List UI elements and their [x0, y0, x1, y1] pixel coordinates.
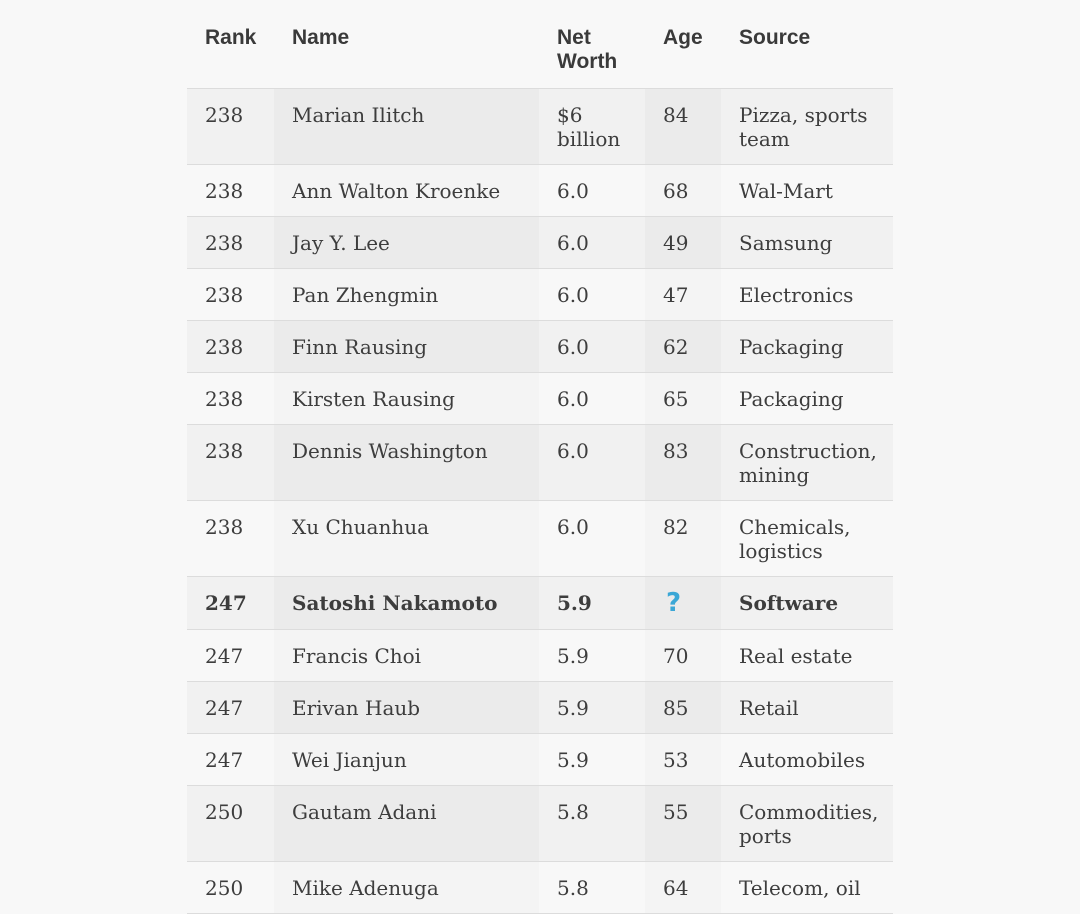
cell-name: Wei Jianjun [274, 734, 539, 786]
cell-rank: 247 [187, 734, 274, 786]
cell-net-worth: 5.8 [539, 786, 645, 862]
table-row [187, 862, 893, 914]
net-worth-header-line2: Worth [557, 50, 618, 73]
header-row [187, 0, 893, 89]
cell-age: 85 [645, 682, 721, 734]
cell-rank: 238 [187, 89, 274, 165]
table-row [187, 682, 893, 734]
table-row [187, 734, 893, 786]
cell-source: Samsung [721, 217, 893, 269]
cell-name: Pan Zhengmin [274, 269, 539, 321]
cell-rank: 250 [187, 786, 274, 862]
table-header [187, 0, 893, 89]
cell-age: 62 [645, 321, 721, 373]
cell-source: Telecom, oil [721, 862, 893, 914]
cell-name: Finn Rausing [274, 321, 539, 373]
cell-name: Erivan Haub [274, 682, 539, 734]
cell-age: 64 [645, 862, 721, 914]
cell-age: 70 [645, 630, 721, 682]
cell-name: Mike Adenuga [274, 862, 539, 914]
table-row [187, 373, 893, 425]
cell-rank: 247 [187, 577, 274, 630]
cell-source: Construction, mining [721, 425, 893, 501]
cell-rank: 238 [187, 217, 274, 269]
cell-rank: 238 [187, 321, 274, 373]
cell-net-worth: 6.0 [539, 217, 645, 269]
cell-age [645, 577, 721, 630]
cell-age: 68 [645, 165, 721, 217]
cell-name: Francis Choi [274, 630, 539, 682]
column-header-name: Name [274, 0, 539, 89]
column-header-net-worth [539, 0, 645, 89]
cell-age: 83 [645, 425, 721, 501]
table-row [187, 269, 893, 321]
cell-net-worth: 5.8 [539, 862, 645, 914]
billionaires-table-container [187, 0, 893, 914]
cell-source: Software [721, 577, 893, 630]
cell-source: Packaging [721, 321, 893, 373]
table-row [187, 577, 893, 630]
cell-rank: 247 [187, 630, 274, 682]
net-worth-header-line1: Net [557, 26, 591, 49]
cell-rank: 238 [187, 425, 274, 501]
cell-net-worth: $6 billion [539, 89, 645, 165]
cell-age: 84 [645, 89, 721, 165]
cell-rank: 250 [187, 862, 274, 914]
cell-name: Marian Ilitch [274, 89, 539, 165]
cell-net-worth: 6.0 [539, 373, 645, 425]
table-row [187, 217, 893, 269]
table-body [187, 89, 893, 914]
cell-age: 65 [645, 373, 721, 425]
cell-rank: 238 [187, 269, 274, 321]
cell-net-worth: 5.9 [539, 577, 645, 630]
column-header-age: Age [645, 0, 721, 89]
cell-source: Real estate [721, 630, 893, 682]
table-row [187, 630, 893, 682]
table-row [187, 321, 893, 373]
cell-net-worth: 6.0 [539, 165, 645, 217]
cell-net-worth: 6.0 [539, 501, 645, 577]
cell-source: Commodities, ports [721, 786, 893, 862]
cell-source: Wal-Mart [721, 165, 893, 217]
table-row [187, 89, 893, 165]
cell-name: Kirsten Rausing [274, 373, 539, 425]
cell-net-worth: 6.0 [539, 269, 645, 321]
cell-net-worth: 5.9 [539, 734, 645, 786]
cell-net-worth: 6.0 [539, 425, 645, 501]
cell-name: Satoshi Nakamoto [274, 577, 539, 630]
cell-source: Pizza, sports team [721, 89, 893, 165]
cell-net-worth: 5.9 [539, 682, 645, 734]
column-header-source: Source [721, 0, 893, 89]
cell-rank: 247 [187, 682, 274, 734]
cell-rank: 238 [187, 501, 274, 577]
cell-source: Chemicals, logistics [721, 501, 893, 577]
cell-age: 47 [645, 269, 721, 321]
cell-name: Jay Y. Lee [274, 217, 539, 269]
table-row [187, 501, 893, 577]
cell-age: 55 [645, 786, 721, 862]
cell-source: Packaging [721, 373, 893, 425]
cell-source: Automobiles [721, 734, 893, 786]
cell-rank: 238 [187, 165, 274, 217]
cell-name: Dennis Washington [274, 425, 539, 501]
cell-age: 82 [645, 501, 721, 577]
cell-name: Xu Chuanhua [274, 501, 539, 577]
cell-age: 53 [645, 734, 721, 786]
table-row [187, 786, 893, 862]
column-header-rank: Rank [187, 0, 274, 89]
cell-net-worth: 5.9 [539, 630, 645, 682]
cell-name: Ann Walton Kroenke [274, 165, 539, 217]
billionaires-table [187, 0, 893, 914]
cell-name: Gautam Adani [274, 786, 539, 862]
table-row [187, 425, 893, 501]
cell-rank: 238 [187, 373, 274, 425]
cell-net-worth: 6.0 [539, 321, 645, 373]
cell-source: Electronics [721, 269, 893, 321]
cell-source: Retail [721, 682, 893, 734]
table-row [187, 165, 893, 217]
cell-age: 49 [645, 217, 721, 269]
question-mark-icon: ? [666, 588, 682, 618]
